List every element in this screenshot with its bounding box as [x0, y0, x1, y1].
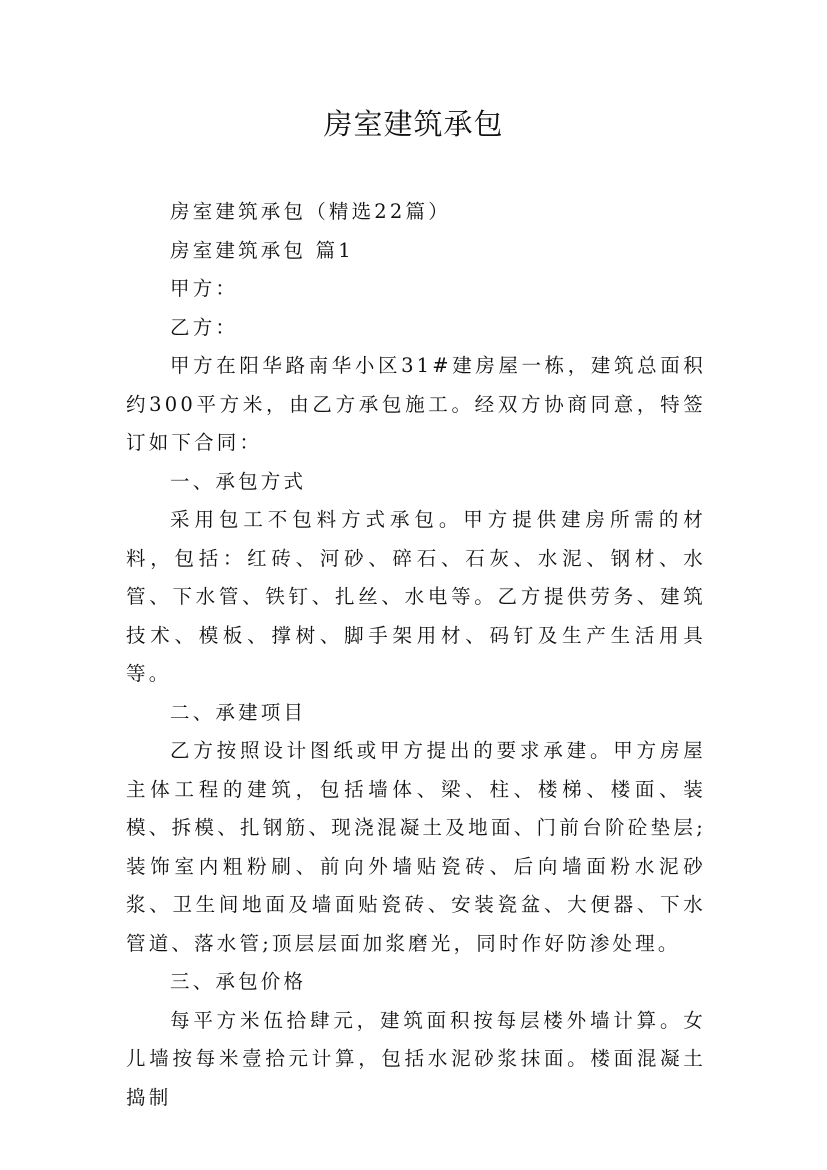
- paragraph-project-items: 乙方按照设计图纸或甲方提出的要求承建。甲方房屋主体工程的建筑，包括墙体、梁、柱、楼梯、楼面、装模、拆模、扎钢筋、现浇混凝土及地面、门前台阶砼垫层;装饰室内粗粉刷、前向外墙贴瓷砖、后向墙面粉水泥砂浆、卫生间地面及墙面贴瓷砖、安装瓷盆、大便器、下水管道、落水管;顶层层面加浆磨光，同时作好防渗处理。: [126, 739, 706, 955]
- document-title: 房室建筑承包: [323, 107, 504, 141]
- paragraph-contract-method: 采用包工不包料方式承包。甲方提供建房所需的材料，包括：红砖、河砂、碎石、石灰、水泥、钢材、水管、下水管、铁钉、扎丝、水电等。乙方提供劳务、建筑技术、模板、撑树、脚手架用材、码钉及生产生活用具等。: [126, 508, 706, 685]
- paragraph-heading-contract-method: 一、承包方式: [170, 469, 307, 493]
- paragraph-party-b: 乙方：: [170, 315, 239, 339]
- paragraph-heading-project-items: 二、承建项目: [170, 700, 307, 724]
- paragraph-heading-contract-price: 三、承包价格: [170, 970, 307, 993]
- paragraph-intro: 甲方在阳华路南华小区31#建房屋一栋，建筑总面积约300平方米，由乙方承包施工。经双方协商同意，特签订如下合同：: [126, 354, 706, 454]
- paragraph-party-a: 甲方：: [170, 277, 239, 300]
- paragraph-section-heading: 房室建筑承包 篇1: [170, 238, 354, 262]
- paragraph-contract-price: 每平方米伍拾肆元，建筑面积按每层楼外墙计算。女儿墙按每米壹拾元计算，包括水泥砂浆抹面。楼面混凝土捣制: [126, 1008, 706, 1109]
- paragraph-collection-title: 房室建筑承包（精选22篇）: [170, 200, 451, 223]
- document-body: [126, 193, 706, 1117]
